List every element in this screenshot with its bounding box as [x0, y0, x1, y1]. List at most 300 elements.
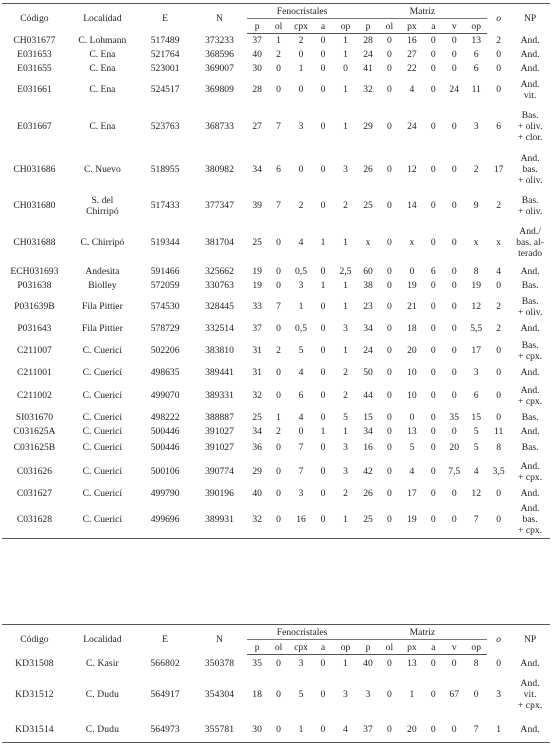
cell-text: 1 [276, 35, 281, 47]
cell-text: 0 [387, 63, 392, 74]
cell-text: 37 [363, 723, 373, 735]
cell-e [138, 76, 192, 104]
cell-feno-p [247, 48, 268, 62]
cell-text: 12 [407, 164, 417, 175]
np-line: And. [520, 35, 540, 46]
cell-text: 4 [298, 367, 304, 378]
cell-feno-p [247, 76, 268, 104]
cell-matriz-p [358, 191, 379, 221]
cell-text: C. Cuericí [82, 367, 123, 378]
cell-text: 26 [363, 164, 373, 175]
cell-matriz-ol [378, 265, 400, 279]
cell-matriz-a [423, 149, 443, 191]
cell-text: 1 [298, 723, 304, 735]
cell-feno-ol [268, 62, 290, 76]
table-row [2, 34, 550, 48]
cell-text: 13 [407, 426, 417, 437]
cell-text: 2 [496, 301, 502, 312]
col-matriz-op: op [465, 640, 487, 655]
cell-text: 2,5 [339, 266, 352, 277]
cell-text: S. del [91, 194, 114, 206]
cell-matriz-a [423, 34, 443, 48]
cell-matriz-px [400, 104, 423, 149]
cell-text: 0 [430, 466, 436, 477]
cell-text: 0 [276, 689, 281, 700]
cell-text: 10 [407, 367, 417, 378]
cell-text: 20 [449, 442, 460, 453]
cell-text: 30 [252, 723, 263, 735]
cell-matriz-px [400, 76, 423, 104]
cell-matriz-a [423, 62, 443, 76]
cell-matriz-p [358, 411, 379, 425]
cell-localidad [67, 149, 138, 191]
cell-feno-ol [268, 673, 290, 717]
np-line: And. [520, 723, 540, 735]
cell-text: 381704 [205, 237, 234, 248]
cell-matriz-v [443, 279, 465, 293]
cell-text: 0 [387, 345, 392, 356]
cell-matriz-p [358, 321, 379, 337]
cell-text: 7,5 [448, 466, 461, 477]
np-line: And./ [519, 226, 541, 237]
cell-text: P031639B [14, 301, 55, 312]
cell-text: E031655 [17, 63, 52, 74]
cell-omega [487, 34, 510, 48]
cell-text: 0 [496, 488, 502, 499]
cell-feno-op [333, 655, 357, 673]
cell-text: 499070 [150, 390, 180, 401]
cell-text: 7 [276, 200, 281, 211]
np-line: + cpx. [518, 524, 543, 536]
cell-text: C. Chirripó [80, 237, 125, 248]
cell-feno-cpx [290, 673, 313, 717]
cell-np [510, 411, 550, 425]
cell-text: C. Cuericí [82, 390, 123, 401]
cell-e [138, 487, 192, 501]
cell-matriz-a [423, 337, 443, 365]
cell-text: 2 [276, 426, 281, 437]
np-line: + cpx. [518, 350, 543, 362]
cell-feno-a [313, 48, 334, 62]
cell-text: 0 [387, 513, 392, 525]
cell-matriz-ol [378, 104, 400, 149]
cell-text: x [409, 237, 415, 248]
col-matriz-p: p [358, 19, 379, 34]
cell-text: 328445 [205, 301, 234, 312]
cell-text: 24 [363, 49, 373, 60]
cell-matriz-px [400, 34, 423, 48]
cell-text: 0 [320, 466, 326, 477]
np-line: vit. [523, 689, 537, 700]
cell-text: 0 [276, 63, 281, 74]
cell-text: 18 [407, 323, 417, 334]
cell-text: 0 [451, 488, 457, 499]
cell-localidad [67, 48, 138, 62]
np-line: Bas. [521, 109, 539, 121]
np-line: And. [520, 658, 540, 669]
cell-text: 17 [407, 488, 417, 499]
cell-text: 8 [496, 442, 502, 453]
cell-text: 5 [298, 345, 304, 356]
cell-codigo [2, 293, 67, 321]
cell-omega [487, 411, 510, 425]
cell-matriz-ol [378, 321, 400, 337]
table-row [2, 76, 550, 104]
cell-text: 34 [252, 426, 262, 437]
cell-text: 3 [473, 367, 479, 378]
cell-matriz-px [400, 487, 423, 501]
cell-text: 1 [343, 426, 348, 437]
cell-n [192, 104, 246, 149]
cell-feno-op [333, 673, 357, 717]
cell-feno-ol [268, 501, 290, 539]
cell-text: 0 [386, 658, 392, 670]
col-codigo: Código [2, 625, 67, 655]
cell-localidad [67, 673, 138, 717]
cell-text: 0 [430, 390, 436, 401]
cell-text: C031626 [16, 466, 52, 477]
cell-matriz-a [423, 365, 443, 381]
cell-text: 2 [298, 35, 304, 47]
cell-text: 0 [409, 266, 415, 277]
cell-text: 0 [496, 49, 502, 60]
col-matriz-a: a [423, 640, 443, 655]
cell-e [138, 411, 192, 425]
cell-text: 1 [409, 689, 415, 700]
np-line: bas. [522, 513, 538, 525]
cell-feno-op [333, 411, 357, 425]
cell-matriz-px [400, 411, 423, 425]
cell-feno-ol [268, 265, 290, 279]
cell-matriz-ol [378, 487, 400, 501]
cell-text: Fila Pittier [81, 323, 123, 334]
cell-matriz-ol [378, 717, 400, 743]
cell-codigo [2, 501, 67, 539]
cell-matriz-ol [378, 34, 400, 48]
cell-text: C. Ena [89, 84, 116, 95]
cell-matriz-a [423, 279, 443, 293]
cell-localidad [67, 337, 138, 365]
cell-matriz-p [358, 293, 379, 321]
col-feno-a: a [313, 640, 334, 655]
cell-np [510, 104, 550, 149]
cell-matriz-op [465, 439, 487, 457]
cell-matriz-v [443, 439, 465, 457]
cell-text: 18 [252, 689, 263, 700]
cell-n [192, 293, 246, 321]
cell-n [192, 321, 246, 337]
cell-text: 0 [320, 723, 326, 735]
cell-matriz-a [423, 501, 443, 539]
cell-np [510, 673, 550, 717]
cell-text: 31 [252, 345, 262, 356]
cell-text: 2 [343, 488, 348, 499]
cell-matriz-ol [378, 48, 400, 62]
col-group-fenocristales: Fenocristales [247, 625, 358, 640]
cell-feno-p [247, 321, 268, 337]
cell-feno-p [247, 191, 268, 221]
cell-text: 0 [298, 426, 304, 437]
cell-matriz-v [443, 717, 465, 743]
cell-matriz-ol [378, 439, 400, 457]
cell-text: C031628 [16, 513, 52, 525]
cell-feno-op [333, 321, 357, 337]
cell-text: Biolley [88, 280, 117, 291]
cell-matriz-px [400, 365, 423, 381]
cell-text: 389331 [205, 390, 234, 401]
cell-feno-op [333, 439, 357, 457]
cell-matriz-v [443, 62, 465, 76]
col-matriz-p: p [358, 640, 379, 655]
cell-text: 28 [252, 84, 262, 95]
cell-n [192, 425, 246, 439]
cell-feno-cpx [290, 411, 313, 425]
cell-np [510, 365, 550, 381]
cell-text: 3 [298, 120, 304, 132]
cell-localidad [67, 104, 138, 149]
cell-text: 40 [252, 49, 262, 60]
cell-text: 0 [430, 84, 436, 95]
cell-codigo [2, 62, 67, 76]
cell-text: 0 [320, 63, 326, 74]
cell-np [510, 149, 550, 191]
cell-matriz-op [465, 34, 487, 48]
cell-text: 4 [473, 466, 479, 477]
cell-text: 40 [363, 658, 373, 670]
cell-matriz-p [358, 265, 379, 279]
cell-text: 0 [387, 164, 392, 175]
cell-text: x [473, 237, 479, 248]
cell-text: 0,5 [295, 266, 308, 277]
np-line: Bas. [521, 442, 539, 453]
cell-feno-ol [268, 365, 290, 381]
cell-n [192, 337, 246, 365]
cell-text: 50 [363, 367, 373, 378]
cell-text: 0 [451, 723, 457, 735]
cell-feno-p [247, 717, 268, 743]
cell-text: 2 [496, 323, 502, 334]
cell-feno-cpx [290, 48, 313, 62]
cell-feno-op [333, 48, 357, 62]
cell-text: 0 [387, 426, 392, 437]
cell-text: 19 [471, 280, 481, 291]
cell-codigo [2, 365, 67, 381]
cell-text: 28 [363, 35, 373, 47]
cell-codigo [2, 191, 67, 221]
cell-text: 0 [387, 120, 392, 132]
cell-feno-a [313, 673, 334, 717]
cell-text: CH031677 [13, 35, 56, 46]
cell-matriz-op [465, 191, 487, 221]
cell-e [138, 62, 192, 76]
cell-matriz-px [400, 48, 423, 62]
np-line: + oliv. [517, 175, 543, 186]
np-line: Bas. [521, 412, 539, 423]
cell-text: C031627 [16, 488, 52, 499]
table-row [2, 673, 550, 717]
np-line: And. [520, 367, 540, 378]
cell-text: 0 [386, 689, 392, 700]
cell-text: 32 [363, 84, 373, 95]
cell-text: 0 [298, 49, 304, 60]
cell-e [138, 717, 192, 743]
cell-text: 42 [363, 466, 373, 477]
cell-codigo [2, 655, 67, 673]
cell-text: 523763 [150, 120, 180, 132]
cell-n [192, 501, 246, 539]
cell-n [192, 279, 246, 293]
cell-matriz-v [443, 104, 465, 149]
cell-text: 0 [320, 49, 326, 60]
cell-text: E031667 [17, 120, 52, 132]
cell-text: 3 [343, 164, 348, 175]
cell-text: 332514 [205, 323, 234, 334]
cell-text: 0 [276, 390, 281, 401]
cell-text: 0 [387, 466, 392, 477]
cell-matriz-ol [378, 411, 400, 425]
cell-feno-cpx [290, 439, 313, 457]
cell-text: 5 [298, 689, 304, 700]
cell-feno-a [313, 221, 334, 265]
cell-text: 32 [252, 513, 262, 525]
cell-matriz-ol [378, 457, 400, 487]
col-codigo: Código [2, 4, 67, 34]
cell-feno-cpx [290, 717, 313, 743]
cell-feno-op [333, 381, 357, 411]
cell-e [138, 337, 192, 365]
cell-text: 0 [451, 426, 457, 437]
cell-matriz-ol [378, 149, 400, 191]
cell-text: 0 [496, 513, 502, 525]
cell-matriz-op [465, 48, 487, 62]
cell-feno-p [247, 221, 268, 265]
cell-text: 0 [387, 367, 392, 378]
cell-text: 6 [430, 266, 436, 277]
cell-text: 17 [493, 164, 504, 175]
cell-e [138, 673, 192, 717]
cell-feno-op [333, 62, 357, 76]
cell-np [510, 34, 550, 48]
cell-text: 10 [407, 390, 417, 401]
cell-text: 6 [473, 390, 479, 401]
cell-text: 502206 [150, 345, 180, 356]
col-group-matriz: Matriz [358, 625, 488, 640]
cell-text: 355781 [204, 723, 235, 735]
cell-matriz-px [400, 381, 423, 411]
cell-matriz-v [443, 265, 465, 279]
cell-text: 25 [252, 237, 262, 248]
cell-e [138, 439, 192, 457]
cell-np [510, 279, 550, 293]
cell-text: 0 [320, 266, 326, 277]
cell-text: 3 [343, 442, 348, 453]
cell-text: 0 [430, 237, 436, 248]
cell-feno-a [313, 293, 334, 321]
cell-feno-cpx [290, 221, 313, 265]
cell-codigo [2, 425, 67, 439]
cell-matriz-ol [378, 425, 400, 439]
cell-text: 8 [473, 658, 479, 670]
cell-text: 3 [298, 658, 304, 670]
cell-np [510, 717, 550, 743]
cell-matriz-p [358, 34, 379, 48]
cell-feno-cpx [290, 321, 313, 337]
np-line: vit. [523, 89, 537, 101]
cell-feno-op [333, 365, 357, 381]
cell-n [192, 411, 246, 425]
cell-text: 0 [430, 35, 436, 47]
cell-matriz-px [400, 149, 423, 191]
cell-matriz-p [358, 655, 379, 673]
cell-matriz-v [443, 149, 465, 191]
np-line: + cpx. [518, 395, 543, 407]
cell-text: 591466 [150, 266, 180, 277]
np-line: Bas. [521, 194, 539, 206]
cell-omega [487, 501, 510, 539]
cell-feno-p [247, 149, 268, 191]
cell-text: 0 [430, 412, 436, 423]
cell-text: KD31508 [15, 658, 54, 669]
cell-feno-a [313, 365, 334, 381]
cell-omega [487, 457, 510, 487]
cell-e [138, 321, 192, 337]
cell-matriz-a [423, 457, 443, 487]
col-feno-op: op [333, 640, 357, 655]
cell-text: C. Cuericí [82, 426, 123, 437]
cell-feno-cpx [290, 457, 313, 487]
cell-text: 25 [363, 200, 373, 211]
cell-feno-p [247, 457, 268, 487]
cell-text: 572059 [150, 280, 180, 291]
cell-text: 4 [298, 412, 304, 423]
cell-text: C. Lohmann [78, 35, 127, 46]
cell-e [138, 149, 192, 191]
cell-matriz-px [400, 279, 423, 293]
np-line: Bas. [521, 280, 539, 291]
cell-np [510, 425, 550, 439]
cell-text: 44 [363, 390, 373, 401]
cell-feno-op [333, 457, 357, 487]
cell-text: 40 [252, 488, 262, 499]
cell-matriz-a [423, 425, 443, 439]
cell-np [510, 321, 550, 337]
col-localidad: Localidad [67, 625, 138, 655]
cell-text: 0 [320, 513, 326, 525]
cell-matriz-v [443, 48, 465, 62]
cell-localidad [67, 717, 138, 743]
cell-text: P031643 [17, 323, 52, 334]
cell-text: 7 [473, 513, 479, 525]
cell-text: 0 [276, 323, 281, 334]
cell-text: 1 [343, 49, 348, 60]
cell-text: 0 [320, 164, 326, 175]
cell-text: 0 [496, 658, 502, 669]
cell-omega [487, 673, 510, 717]
col-feno-cpx: cpx [290, 640, 313, 655]
cell-matriz-px [400, 457, 423, 487]
cell-codigo [2, 321, 67, 337]
cell-localidad [67, 487, 138, 501]
cell-text: 32 [252, 390, 262, 401]
cell-text: 0 [320, 442, 326, 453]
cell-text: 500446 [150, 426, 180, 437]
cell-text: 499790 [150, 488, 180, 499]
cell-matriz-v [443, 76, 465, 104]
table-row [2, 425, 550, 439]
cell-text: 0 [496, 390, 502, 401]
cell-text: 0 [387, 49, 392, 60]
cell-text: C. Kasir [85, 658, 119, 669]
